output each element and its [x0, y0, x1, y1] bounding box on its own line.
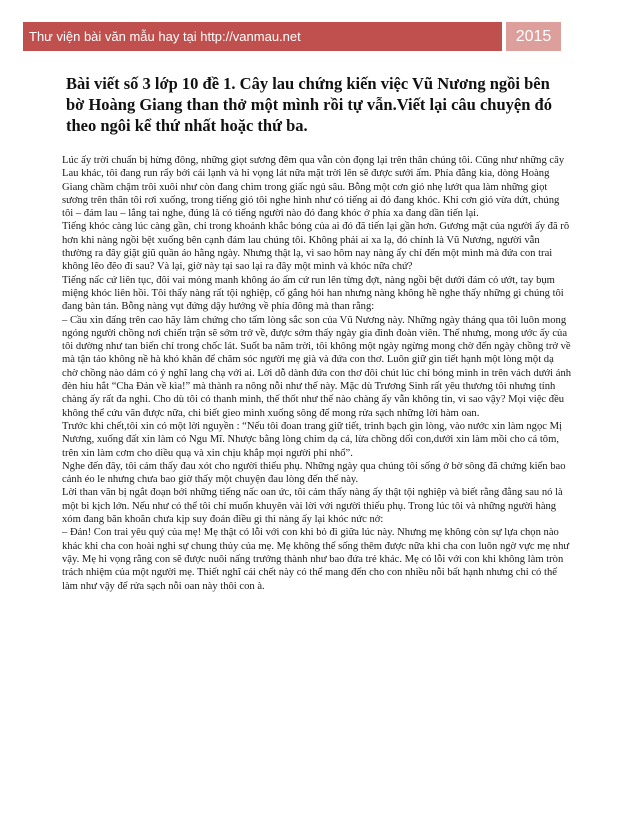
paragraph: – Đản! Con trai yêu quý của mẹ! Mẹ thật có lỗi với con khi bỏ đi giữa lúc này. Nhưng mẹ không còn sự lựa chọn nào khác khi cha con hoài nghi sự chung thủy của mẹ. Mẹ không thể sống thêm được nữa khi cha con luôn ngờ vực mẹ như vậy. Mẹ hi vọng rằng con sẽ được nuôi nấng trưởng thành như bao đứa trẻ khác. Mẹ có lỗi với con khi không làm tròn trách nhiệm của một người mẹ. Thiết nghĩ cái chết này có thể mang đến cho con nhiều nỗi bất hạnh nhưng chỉ có thế làm như vậy để rửa sạch nỗi oan này thôi con à.: [62, 527, 570, 592]
paragraph: Tiếng khóc càng lúc càng gần, chỉ trong khoảnh khắc bóng của ai đó đã tiến lại gần hơn. Gương mặt của người ấy đã rõ hơn khi nàng ngồi bệt xuống bên cạnh đám lau chúng tôi. Không phải ai xa lạ, đó chính là Vũ Nương, người vẫn thường ra đây giặt giũ quần áo hằng ngày. Nhưng thật lạ, vì sao hôm nay nàng ấy chỉ đến một mình mà đứa con trai không lẽo đẽo đi sau? Và lại, giờ này tại sao lại ra đây một mình và khóc nữa chứ?: [62, 221, 570, 273]
document-title: Bài viết số 3 lớp 10 đề 1. Cây lau chứng kiến việc Vũ Nương ngồi bên bờ Hoàng Giang than thở một mình rồi tự vẫn.Viết lại câu chuyện đó theo ngôi kể thứ nhất hoặc thứ ba.: [66, 74, 552, 135]
paragraph: Trước khi chết,tôi xin có một lời nguyền : “Nếu tôi đoan trang giữ tiết, trinh bạch gìn lòng, vào nước xin làm ngọc Mị Nương, xuống đất xin làm cỏ Ngu Mĩ. Nhược bằng lòng chim dạ cá, lừa chồng dối con,dưới xin làm mồi cho cá tôm, trên xin làm cơm cho diều quạ và xin chịu khắp mọi người phỉ nhổ”.: [62, 420, 562, 459]
page-header: [23, 22, 561, 51]
paragraph: Nghe đến đây, tôi cảm thấy đau xót cho người thiếu phụ. Những ngày qua chúng tôi sống ở bờ sông đã chứng kiến bao cảnh éo le nhưng chưa bao giờ thấy một chuyện đau lòng đến thế này.: [62, 460, 566, 486]
document-body: [62, 154, 572, 593]
paragraph: Lúc ấy trời chuẩn bị hừng đông, những giọt sương đêm qua vẫn còn đọng lại trên thân chúng tôi. Cũng như những cây Lau khác, tôi đang run rẩy bởi cái lạnh và hi vọng lát nữa mặt trời lên sẽ được sưởi ấm. Phía đằng kia, dòng Hoàng Giang chầm chậm trôi xuôi như còn đang chìm trong giấc ngủ sâu. Bỗng một cơn gió nhẹ lướt qua làm những giọt sương trên thân tôi rơi xuống, trong tiếng gió tôi nghe hình như có tiếng ai đó đang khóc. Khi cơn gió vừa dứt, chúng tôi – đám lau – lắng tai nghe, đúng là có tiếng người nào đó đang khóc ở phía xa đang dần tiến lại.: [62, 155, 565, 220]
paragraph: – Cầu xin đấng trên cao hãy làm chứng cho tấm lòng sắc son của Vũ Nương này. Những ngày tháng qua tôi luôn mong ngóng người chồng nơi chiến trận sẽ sớm trở về, được sớm thấy ngày gia đình đoàn viên. Thế nhưng, mong ước ấy của tôi dường như tan biến chỉ trong chốc lát. Suốt ba năm trời, tôi không một ngày ngừng mong chờ đến ngày chồng trở về mà tận tảo không nề hà khó khăn để chăm sóc người mẹ già và đứa con thơ. Luôn giữ gìn tiết hạnh một lòng một dạ chờ chồng nào dám có ý nghĩ lang chạ với ai. Lời dỗ dành đứa con thơ đôi chút lúc chỉ bóng mình in trên vách dưới ánh đèn hiu hắt “Cha Đản về kìa!” mà thành ra nông nỗi như thế này. Mặc dù Trương Sinh rất yêu thương tôi nhưng tính chàng ấy rất đa nghi. Cho dù tôi có thanh minh, thế thốt như thế nào chàng ấy vẫn không tin, vì sao vậy? Mọi việc đều không thể cứu vãn được nữa, chi biết gieo mình xuống sông để mong rửa sạch những lời hàm oan.: [62, 314, 572, 419]
year-badge: 2015: [506, 22, 561, 51]
paragraph: Lời than vãn bị ngắt đoạn bởi những tiếng nấc oan ức, tôi cảm thấy nàng ấy thật tội nghiệp và biết rằng đằng sau nó là một bi kịch lớn. Nếu như có thể tôi chỉ muốn khuyên vài lời với người thiếu phụ. Trong lúc tôi và những người hàng xóm đang băn khoăn chưa kịp suy đoán điều gì thì nàng ấy lại khóc nức nở:: [62, 487, 563, 526]
paragraph: Tiếng nấc cứ liên tục, đôi vai mỏng manh không áo ấm cứ run lên từng đợt, nàng ngồi bệt dưới đám cỏ ướt, tay bụm miệng khóc liên hồi. Tôi thấy nàng rất tội nghiệp, cố gắng hỏi han nhưng nàng không hề nghe thấy những gì chúng tôi đang bàn tán. Bỗng nàng vụt đứng dậy hướng về phía đông mà than rằng:: [62, 274, 564, 313]
site-banner: Thư viện bài văn mẫu hay tại http://vanmau.net: [23, 22, 502, 51]
